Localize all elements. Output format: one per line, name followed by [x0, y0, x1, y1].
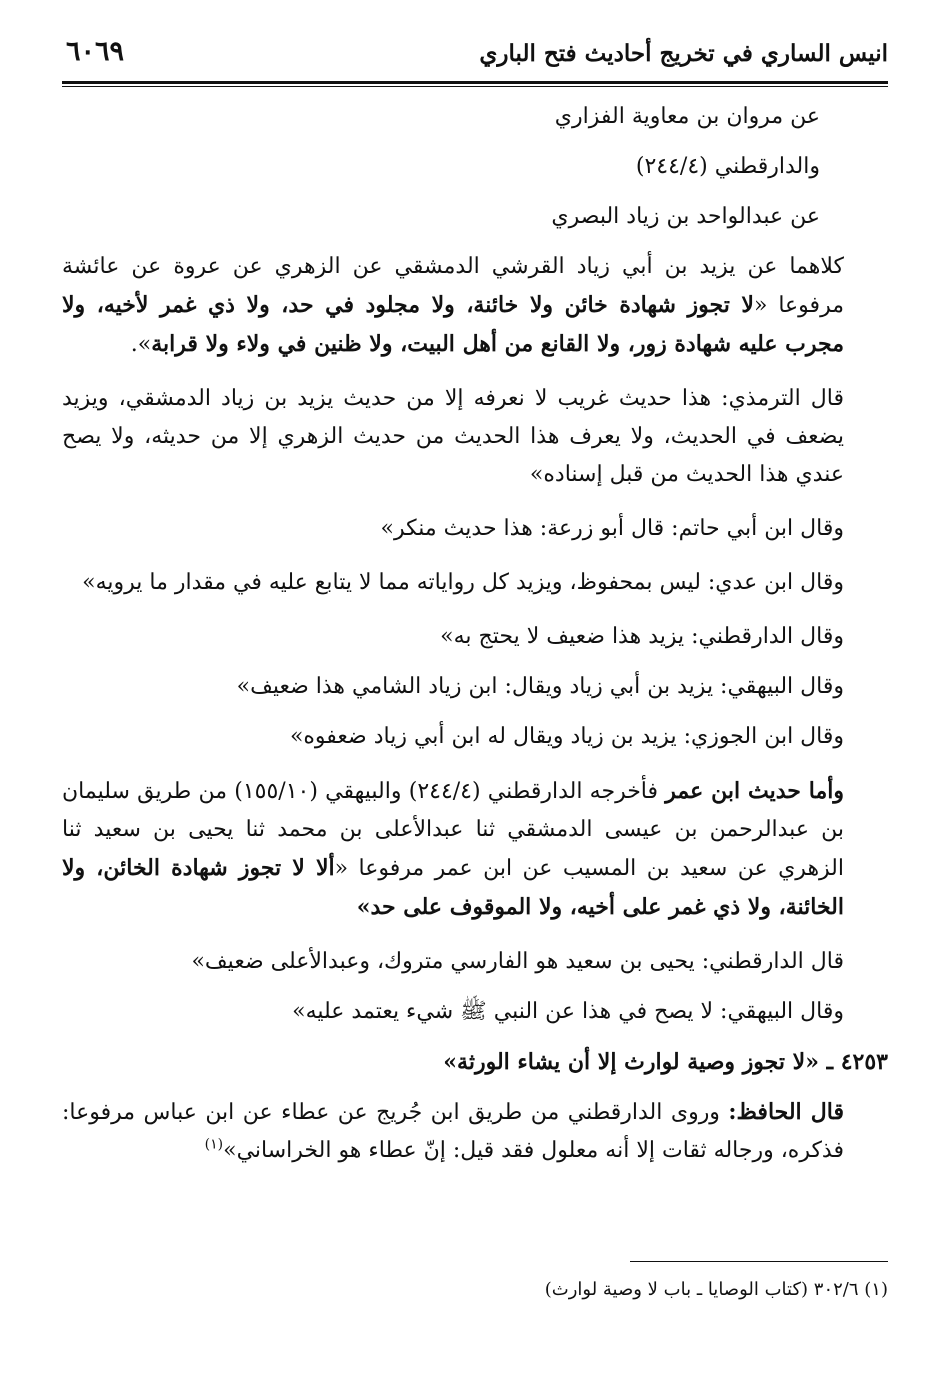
- page-number: ٦٠٦٩: [66, 36, 125, 67]
- header-rule: [62, 81, 888, 84]
- footnote-marker[interactable]: (١): [204, 1136, 224, 1153]
- footnote-rule: [630, 1261, 888, 1262]
- footnote-text: ٣٠٢/٦ (كتاب الوصايا ـ باب لا وصية لوارث): [544, 1279, 859, 1300]
- paragraph-ibn-jawzi: وقال ابن الجوزي: يزيد بن زياد ويقال له ابن أبي زياد ضعفوه»: [289, 724, 844, 749]
- line-daraqutni-ref: والدارقطني (٢٤٤/٤): [635, 154, 820, 179]
- ibn-umar-hadith-text: ألا لا تجوز شهادة الخائن، ولا الخائنة، ولا ذي غمر على أخيه، ولا الموقوف على حد: [62, 855, 844, 920]
- page-header: [62, 36, 888, 76]
- ibn-umar-chain: فأخرجه الدارقطني (٢٤٤/٤) والبيهقي (١٥٥/١٠) من طريق سليمان بن عبدالرحمن بن عيسى الدمشقي ثنا عبدالأعلى بن محمد ثنا يحيى بن سعيد ثنا الزهري عن سعيد بن المسيب عن ابن عمر مرفوعا «: [62, 779, 845, 881]
- line-abdulwahid: عن عبدالواحد بن زياد البصري: [551, 204, 820, 229]
- paragraph-ibn-umar-hadith: [62, 772, 888, 927]
- paragraph-daraqutni-2: قال الدارقطني: يحيى بن سعيد هو الفارسي متروك، وعبدالأعلى ضعيف»: [191, 949, 844, 974]
- ibn-umar-heading: وأما حديث ابن عمر: [665, 778, 845, 804]
- main-text: [62, 98, 888, 1170]
- paragraph-tirmidhi: قال الترمذي: هذا حديث غريب لا نعرفه إلا من حديث يزيد بن زياد الدمشقي، ويزيد يضعف في الحديث، ولا يعرف هذا الحديث من حديث الزهري إلا من حديثه، ولا يصح عندي هذا الحديث من قبل إسناده»: [62, 386, 844, 487]
- paragraph-aisha-hadith: [62, 248, 888, 364]
- line-marwan: عن مروان بن معاوية الفزاري: [554, 104, 820, 129]
- running-title: انيس الساري في تخريج أحاديث فتح الباري: [479, 40, 888, 67]
- aisha-close: ».: [130, 332, 152, 357]
- footnote-number: (١): [864, 1279, 888, 1300]
- hafiz-text: وروى الدارقطني من طريق ابن جُريج عن عطاء عن ابن عباس مرفوعا: فذكره، ورجاله ثقات إلا أنه معلول فقد قيل: إنّ عطاء هو الخراساني»: [62, 1100, 844, 1163]
- aisha-hadith-text: لا تجوز شهادة خائن ولا خائنة، ولا مجلود في حد، ولا ذي غمر لأخيه، ولا مجرب عليه شهادة زور، ولا القانع من أهل البيت، ولا ظنين في ولاء ولا قرابة: [62, 292, 844, 357]
- paragraph-hafiz: [62, 1093, 888, 1170]
- paragraph-daraqutni: وقال الدارقطني: يزيد هذا ضعيف لا يحتج به»: [440, 624, 844, 649]
- hadith-heading-4253: ٤٢٥٣ ـ «لا تجوز وصية لوارث إلا أن يشاء الورثة»: [443, 1049, 888, 1075]
- paragraph-abu-hatim: وقال ابن أبي حاتم: قال أبو زرعة: هذا حديث منكر»: [380, 516, 844, 541]
- paragraph-bayhaqi: وقال البيهقي: يزيد بن أبي زياد ويقال: ابن زياد الشامي هذا ضعيف»: [236, 674, 844, 699]
- header-rule-thin: [62, 86, 888, 87]
- paragraph-ibn-adi: وقال ابن عدي: ليس بمحفوظ، ويزيد كل رواياته مما لا يتابع عليه في مقدار ما يرويه»: [82, 570, 844, 595]
- paragraph-bayhaqi-2: وقال البيهقي: لا يصح في هذا عن النبي ﷺ شيء يعتمد عليه»: [292, 999, 844, 1024]
- footnote: [62, 1276, 888, 1304]
- ibn-umar-close: »: [356, 894, 371, 920]
- hafiz-label: قال الحافظ:: [728, 1099, 845, 1125]
- aisha-chain: كلاهما عن يزيد بن أبي زياد القرشي الدمشقي عن الزهري عن عروة عن عائشة مرفوعا «: [62, 254, 844, 318]
